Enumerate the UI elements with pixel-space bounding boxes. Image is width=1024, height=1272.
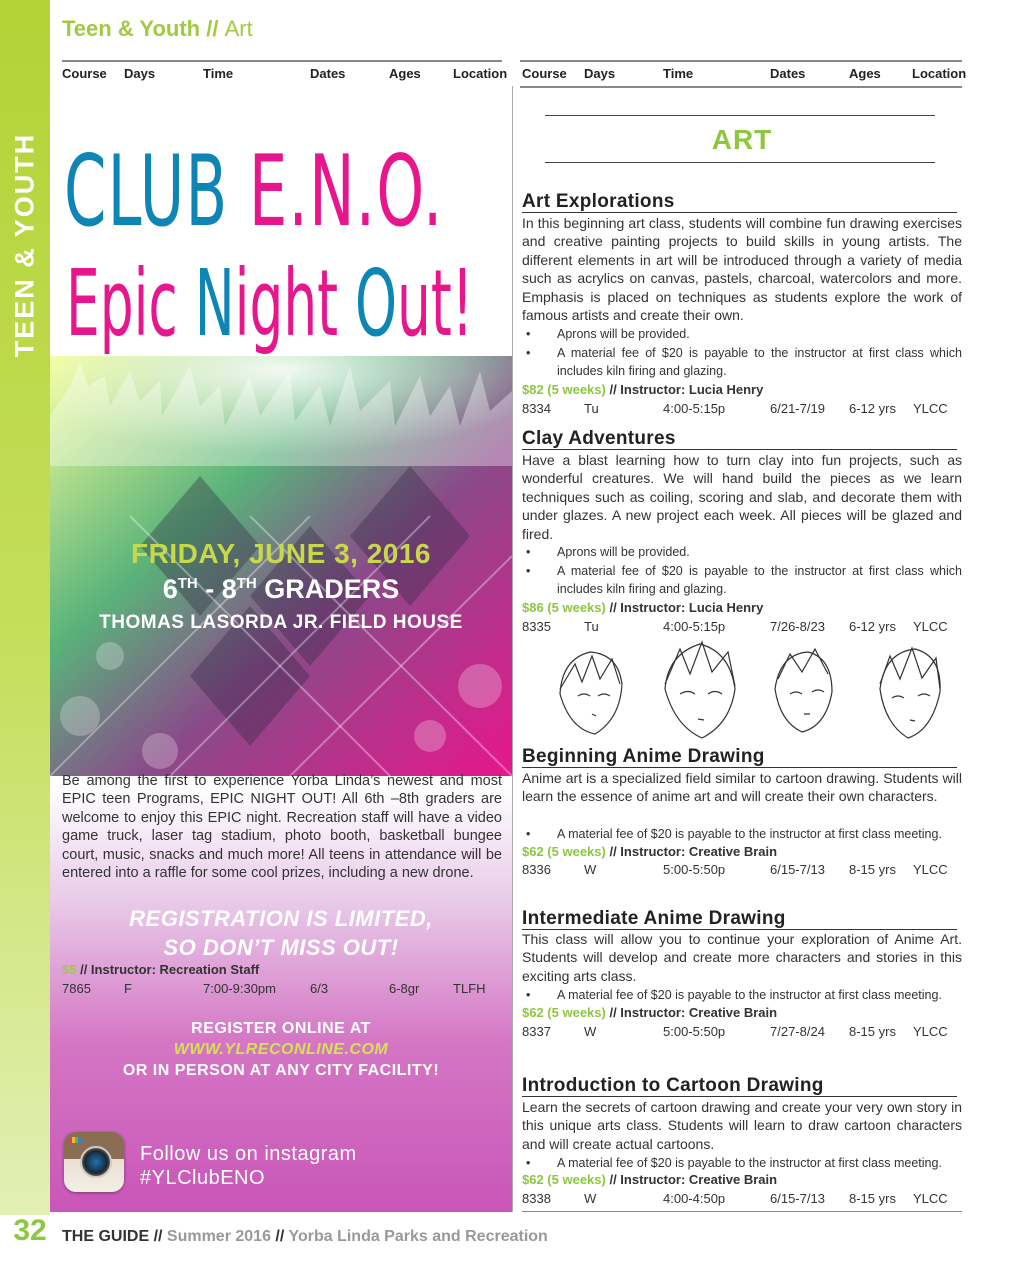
row-ages: 6-8gr bbox=[389, 981, 420, 996]
row-location: YLCC bbox=[913, 862, 948, 877]
price-separator: // bbox=[76, 962, 91, 977]
register-in-person-line: OR IN PERSON AT ANY CITY FACILITY! bbox=[122, 1062, 440, 1079]
instagram-follow bbox=[140, 1142, 357, 1190]
instagram-follow-line: Follow us on instagram bbox=[140, 1143, 357, 1165]
course-title: Beginning Anime Drawing bbox=[522, 746, 957, 768]
row-ages: 8-15 yrs bbox=[849, 1191, 896, 1206]
event-price bbox=[62, 962, 259, 977]
course-row bbox=[522, 1191, 962, 1209]
bullet-dot: • bbox=[526, 827, 531, 841]
instructor: // Instructor: Creative Brain bbox=[609, 844, 778, 859]
col-course: Course bbox=[62, 66, 107, 81]
row-ages: 6-12 yrs bbox=[849, 619, 896, 634]
row-days: Tu bbox=[584, 619, 599, 634]
course-bullet bbox=[522, 344, 962, 381]
header-separator: // bbox=[206, 16, 219, 41]
course-title: Intermediate Anime Drawing bbox=[522, 908, 957, 930]
registration-notice bbox=[50, 904, 512, 962]
bullet-text: A material fee of $20 is payable to the instructor at first class meeting. bbox=[557, 988, 942, 1002]
page-footer bbox=[62, 1228, 548, 1246]
camera-lens-icon bbox=[80, 1146, 112, 1178]
col-dates: Dates bbox=[310, 66, 346, 81]
course-price bbox=[522, 844, 777, 859]
event-location: THOMAS LASORDA JR. FIELD HOUSE bbox=[99, 612, 463, 633]
registration-url-link[interactable]: WWW.YLRECONLINE.COM bbox=[173, 1041, 389, 1058]
price-value: $82 (5 weeks) bbox=[522, 382, 606, 397]
instagram-icon[interactable] bbox=[64, 1132, 124, 1192]
course-title: Art Explorations bbox=[522, 191, 957, 213]
grade-start-suffix: TH bbox=[177, 575, 198, 592]
instructor: // Instructor: Creative Brain bbox=[609, 1172, 778, 1187]
row-dates: 6/3 bbox=[310, 981, 329, 996]
art-rule-bottom bbox=[545, 162, 935, 163]
subsection-title: Art bbox=[224, 16, 253, 41]
club-eno-title bbox=[64, 135, 444, 249]
bullet-dot: • bbox=[526, 1156, 531, 1170]
bullet-text: A material fee of $20 is payable to the instructor at first class which includes kiln firing and glazing. bbox=[557, 346, 962, 379]
course-bullet bbox=[522, 1154, 962, 1172]
column-header-left bbox=[62, 60, 508, 88]
row-dates: 6/21-7/19 bbox=[770, 401, 825, 416]
bullet-dot: • bbox=[526, 545, 531, 559]
course-description: Have a blast learning how to turn clay into fun projects, such as wonderful creatures. We will hand build the pieces as we learn techniques such as coiling, scoring and slab, and decorate them with under glazes. A new project each week. All pieces will be glazed and fired. bbox=[522, 452, 962, 542]
course-description: Anime art is a specialized field similar to cartoon drawing. Students will learn the essence of anime art and will create their own characters. bbox=[522, 770, 962, 805]
course-title: Introduction to Cartoon Drawing bbox=[522, 1075, 957, 1097]
course-bullet bbox=[522, 325, 962, 343]
course-bullet bbox=[522, 986, 962, 1004]
bullet-dot: • bbox=[526, 327, 531, 341]
row-location: YLCC bbox=[913, 619, 948, 634]
col-days: Days bbox=[124, 66, 156, 81]
event-date: FRIDAY, JUNE 3, 2016 bbox=[131, 538, 431, 569]
bullet-dot: • bbox=[526, 988, 531, 1002]
title-eno: E.N.O. bbox=[248, 135, 444, 249]
title-n: N bbox=[194, 250, 235, 357]
course-bullet bbox=[522, 562, 962, 599]
registration-line2: SO DON’T MISS OUT! bbox=[163, 935, 399, 960]
row-course: 8335 bbox=[522, 619, 551, 634]
art-rule-top bbox=[545, 115, 935, 116]
col-course: Course bbox=[522, 66, 567, 81]
course-description: Learn the secrets of cartoon drawing and create your very own story in this unique arts class. Students will learn to draw cartoon characters and will create actual cartoons. bbox=[522, 1099, 962, 1152]
bullet-text: A material fee of $20 is payable to the instructor at first class meeting. bbox=[557, 1156, 942, 1170]
row-time: 4:00-4:50p bbox=[663, 1191, 726, 1206]
course-row bbox=[522, 401, 962, 419]
sidebar-band bbox=[0, 0, 50, 1215]
instructor: // Instructor: Creative Brain bbox=[609, 1005, 778, 1020]
instagram-stripe bbox=[69, 1137, 81, 1143]
course-description: In this beginning art class, students will combine fun drawing exercises and creative painting projects to build skills in young artists. The different elements in art will be introduced through a variety of media such as acrylics on canvas, pastels, charcoal, watercolors and more. Emphasis is placed on techniques as students explore the work of famous artists and create their own. bbox=[522, 215, 962, 324]
course-bullet bbox=[522, 543, 962, 561]
grade-end-suffix: TH bbox=[236, 575, 257, 592]
footer-organization: Yorba Linda Parks and Recreation bbox=[288, 1228, 548, 1245]
row-time: 4:00-5:15p bbox=[663, 619, 726, 634]
register-online-line: REGISTER ONLINE AT bbox=[191, 1020, 371, 1037]
title-ut: ut! bbox=[397, 250, 474, 357]
price-value: $62 (5 weeks) bbox=[522, 1172, 606, 1187]
sidebar-label: TEEN & YOUTH bbox=[9, 132, 40, 358]
course-price bbox=[522, 1172, 777, 1187]
row-dates: 7/27-8/24 bbox=[770, 1024, 825, 1039]
row-dates: 6/15-7/13 bbox=[770, 1191, 825, 1206]
row-location: YLCC bbox=[913, 401, 948, 416]
event-description: Be among the first to experience Yorba Linda’s newest and most EPIC teen Programs, EPIC NIGHT OUT! All 6th –8th graders are welcome to enjoy this EPIC night. Recreation staff will have a video game truck, laser tag stadium, photo booth, basketball bungee court, music, snacks and much more! All teens in attendance will be entered into a raffle for some cool prizes, including a new drone. bbox=[62, 773, 502, 882]
title-ight: ight bbox=[234, 250, 356, 357]
row-time: 4:00-5:15p bbox=[663, 401, 726, 416]
col-ages: Ages bbox=[389, 66, 421, 81]
row-days: W bbox=[584, 1024, 597, 1039]
club-eno-flyer bbox=[50, 86, 512, 1212]
row-ages: 6-12 yrs bbox=[849, 401, 896, 416]
row-dates: 6/15-7/13 bbox=[770, 862, 825, 877]
row-location: TLFH bbox=[453, 981, 486, 996]
course-price bbox=[522, 600, 763, 615]
footer-separator: // bbox=[270, 1228, 289, 1245]
bullet-text: A material fee of $20 is payable to the instructor at first class which includes kiln firing and glazing. bbox=[557, 564, 962, 597]
instructor: Instructor: Recreation Staff bbox=[90, 962, 260, 977]
col-time: Time bbox=[203, 66, 234, 81]
title-club: CLUB bbox=[64, 135, 249, 249]
grade-start: 6 bbox=[162, 574, 178, 604]
col-time: Time bbox=[663, 66, 694, 81]
row-course: 7865 bbox=[62, 981, 91, 996]
row-ages: 8-15 yrs bbox=[849, 1024, 896, 1039]
course-price bbox=[522, 382, 763, 397]
col-ages: Ages bbox=[849, 66, 881, 81]
bullet-dot: • bbox=[526, 564, 531, 578]
row-course: 8336 bbox=[522, 862, 551, 877]
price-value: $86 (5 weeks) bbox=[522, 600, 606, 615]
row-location: YLCC bbox=[913, 1191, 948, 1206]
course-row bbox=[522, 1024, 962, 1042]
course-description: This class will allow you to continue your exploration of Anime Art. Students will develop and create more characters and stories in this exciting arts class. bbox=[522, 931, 962, 984]
course-price bbox=[522, 1005, 777, 1020]
row-ages: 8-15 yrs bbox=[849, 862, 896, 877]
row-course: 8337 bbox=[522, 1024, 551, 1039]
art-heading: ART bbox=[711, 124, 773, 155]
instructor: // Instructor: Lucia Henry bbox=[609, 600, 764, 615]
row-days: Tu bbox=[584, 401, 599, 416]
col-dates: Dates bbox=[770, 66, 806, 81]
section-header bbox=[62, 16, 253, 42]
bullet-text: Aprons will be provided. bbox=[557, 545, 690, 559]
column-divider bbox=[512, 86, 513, 1212]
title-o: O bbox=[355, 250, 398, 357]
row-days: W bbox=[584, 1191, 597, 1206]
row-time: 7:00-9:30pm bbox=[203, 981, 276, 996]
col-location: Location bbox=[912, 66, 967, 81]
price-value: $62 (5 weeks) bbox=[522, 844, 606, 859]
course-title: Clay Adventures bbox=[522, 428, 957, 450]
registration-line1: REGISTRATION IS LIMITED, bbox=[129, 906, 433, 931]
section-title: Teen & Youth bbox=[62, 16, 201, 41]
bullet-text: A material fee of $20 is payable to the instructor at first class meeting. bbox=[557, 827, 942, 841]
epic-night-out-title bbox=[66, 250, 474, 357]
price-value: $5 bbox=[62, 962, 77, 977]
grade-label: GRADERS bbox=[256, 574, 400, 604]
footer-season: Summer 2016 bbox=[166, 1228, 271, 1245]
row-dates: 7/26-8/23 bbox=[770, 619, 825, 634]
row-location: YLCC bbox=[913, 1024, 948, 1039]
row-time: 5:00-5:50p bbox=[663, 862, 726, 877]
page-number: 32 bbox=[13, 1214, 47, 1247]
row-time: 5:00-5:50p bbox=[663, 1024, 726, 1039]
instructor: // Instructor: Lucia Henry bbox=[609, 382, 764, 397]
event-grades bbox=[50, 574, 512, 605]
column-header-right bbox=[520, 60, 967, 88]
price-value: $62 (5 weeks) bbox=[522, 1005, 606, 1020]
bottom-rule bbox=[522, 1211, 962, 1212]
row-course: 8338 bbox=[522, 1191, 551, 1206]
course-bullet bbox=[522, 825, 962, 843]
bullet-dot: • bbox=[526, 346, 531, 360]
title-epic: Epic bbox=[66, 250, 195, 357]
footer-separator: // bbox=[149, 1228, 167, 1245]
col-location: Location bbox=[453, 66, 508, 81]
grade-end: - 8 bbox=[197, 574, 237, 604]
course-row bbox=[522, 862, 962, 880]
footer-guide: THE GUIDE bbox=[62, 1228, 150, 1245]
instagram-hashtag: #YLClubENO bbox=[140, 1167, 266, 1189]
anime-sketches-illustration bbox=[540, 634, 950, 744]
row-days: W bbox=[584, 862, 597, 877]
register-online-block bbox=[50, 1018, 512, 1081]
col-days: Days bbox=[584, 66, 616, 81]
row-days: F bbox=[124, 981, 132, 996]
row-course: 8334 bbox=[522, 401, 551, 416]
bullet-text: Aprons will be provided. bbox=[557, 327, 690, 341]
